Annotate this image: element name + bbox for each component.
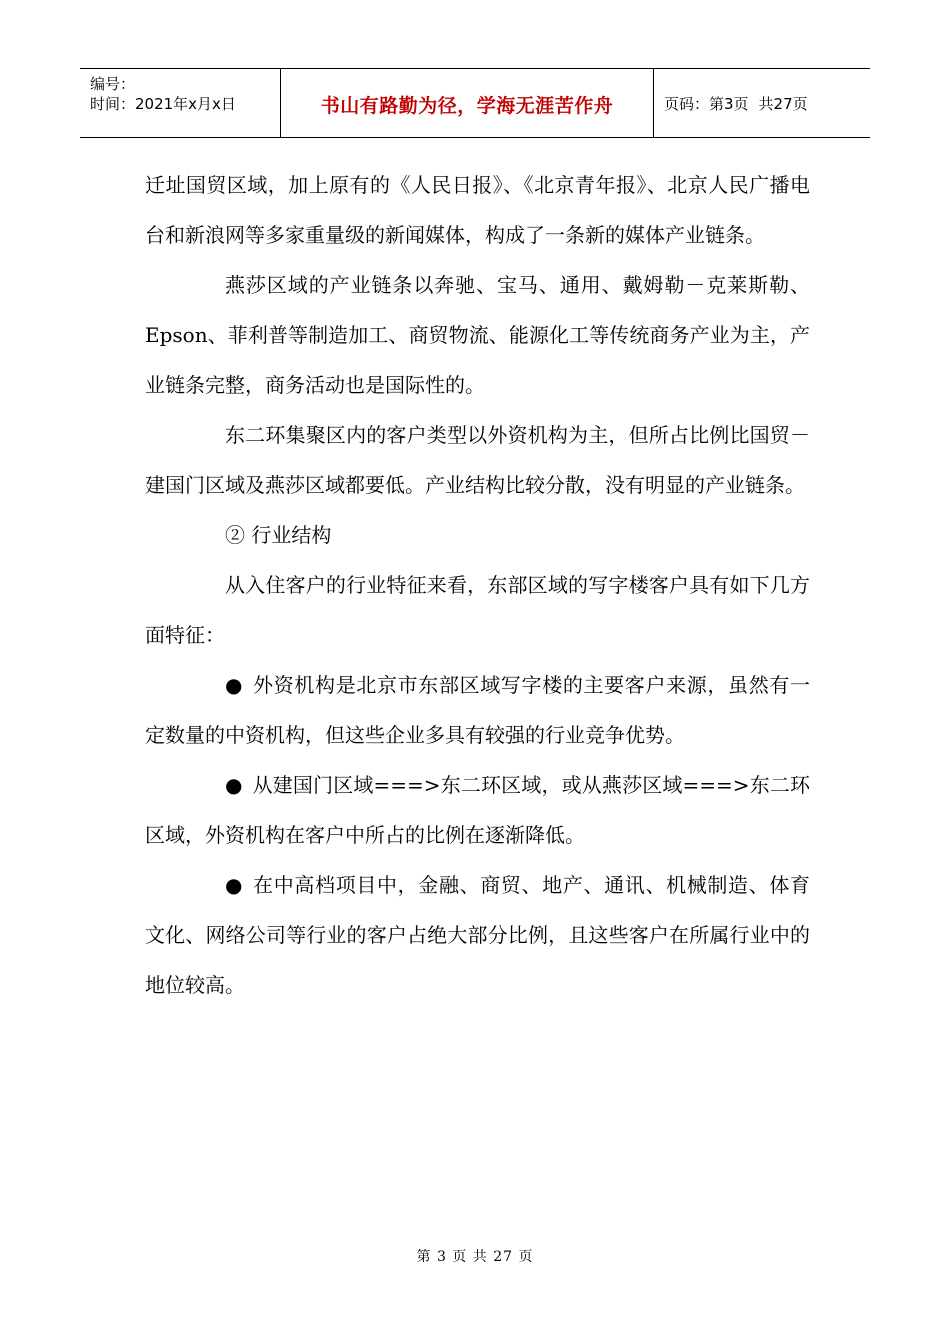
header-page-cell [654, 69, 870, 137]
body-paragraph: 从入住客户的行业特征来看，东部区域的写字楼客户具有如下几方面特征： [145, 573, 810, 647]
header-page-total: 共27页 [758, 94, 808, 113]
document-time-label: 时间：2021年x月x日 [90, 95, 236, 113]
bullet-item [145, 860, 810, 1010]
bullet-text: 从建国门区域===>东二环区域，或从燕莎区域===>东二环区域，外资机构在客户中所占的比例在逐渐降低。 [145, 773, 811, 847]
body-paragraph: 迁址国贸区域，加上原有的《人民日报》、《北京青年报》、北京人民广播电台和新浪网等多家重量级的新闻媒体，构成了一条新的媒体产业链条。 [145, 173, 810, 247]
body-paragraph: 东二环集聚区内的客户类型以外资机构为主，但所占比例比国贸－建国门区域及燕莎区域都要低。产业结构比较分散，没有明显的产业链条。 [145, 423, 810, 497]
header-page-code: 页码：第3页 [664, 94, 749, 113]
bullet-dot-icon: ● [225, 773, 243, 797]
bullet-dot-icon: ● [225, 873, 244, 897]
document-body [145, 160, 810, 1010]
header-meta-cell [80, 69, 281, 137]
document-number-label: 编号： [90, 75, 136, 93]
bullet-dot-icon: ● [225, 673, 244, 697]
bullet-item [145, 660, 810, 760]
bullet-text: 外资机构是北京市东部区域写字楼的主要客户来源，虽然有一定数量的中资机构，但这些企业多具有较强的行业竞争优势。 [145, 673, 811, 747]
header-motto-cell [281, 69, 654, 137]
page-footer: 第 3 页 共 27 页 [416, 1249, 534, 1265]
bullet-text: 在中高档项目中，金融、商贸、地产、通讯、机械制造、体育文化、网络公司等行业的客户占绝大部分比例，且这些客户在所属行业中的地位较高。 [145, 873, 811, 997]
header-motto: 书山有路勤为径，学海无涯苦作舟 [320, 94, 614, 117]
bullet-item [145, 760, 810, 860]
body-paragraph: 燕莎区域的产业链条以奔驰、宝马、通用、戴姆勒－克莱斯勒、Epson、菲利普等制造加工、商贸物流、能源化工等传统商务产业为主，产业链条完整，商务活动也是国际性的。 [145, 273, 810, 397]
section-heading: ② 行业结构 [225, 523, 332, 547]
page-header [80, 68, 870, 138]
